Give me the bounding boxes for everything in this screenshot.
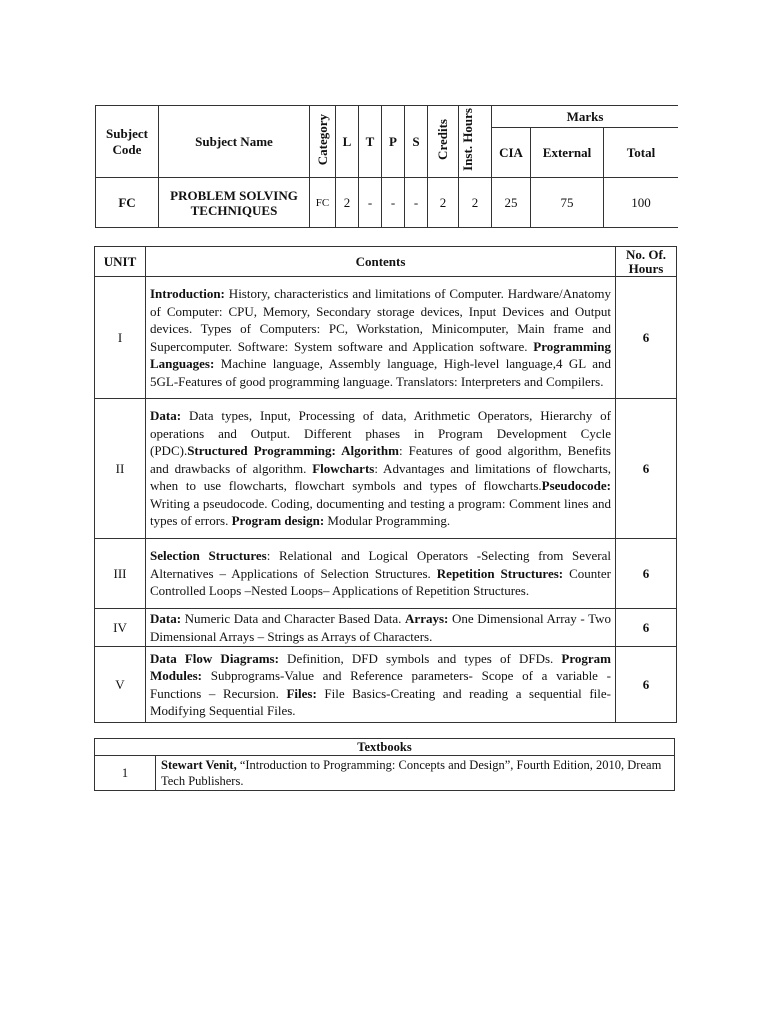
header-credits-text: Credits [435, 119, 450, 160]
header-unit: UNIT [95, 247, 146, 277]
header-p: P [382, 106, 405, 178]
unit-row [95, 399, 677, 539]
unit-number: II [95, 399, 146, 539]
bold-term: Introduction: [150, 286, 225, 301]
content-text: History, characteristics and limitations of Computer. Hardware/Anatomy of Computer: CPU, Memory, Secondary storage devices, Input Devices and Output devices. Types of Computers: PC, Workstation, Minicomputer, Main frame and Supercomputer. Software: System software and Application software. [150, 286, 611, 354]
unit-contents [146, 277, 616, 399]
unit-number: V [95, 647, 146, 723]
content-text: Definition, DFD symbols and types of DFDs. [278, 650, 562, 666]
bold-term: Flowcharts [312, 460, 375, 476]
header-hours: No. Of. Hours [616, 247, 677, 277]
unit-hours: 6 [616, 399, 677, 539]
header-subject-code: Subject Code [96, 106, 159, 178]
content-text: Modular Programming. [324, 513, 451, 529]
unit-row [95, 277, 677, 399]
content-text: Subprograms-Value and Reference parameters- Scope of a variable - Functions – Recursion. [150, 668, 611, 701]
textbooks-header: Textbooks [95, 739, 675, 756]
unit-number: IV [95, 609, 146, 647]
unit-contents [146, 539, 616, 609]
cell-subject-name: PROBLEM SOLVING TECHNIQUES [159, 178, 310, 228]
header-inst-hours-text: Inst. Hours [460, 108, 475, 171]
bold-term: Program design: [231, 513, 325, 529]
unit-row [95, 609, 677, 647]
header-contents: Contents [146, 247, 616, 277]
header-marks: Marks [492, 106, 679, 128]
textbook-number: 1 [95, 756, 156, 791]
cell-category: FC [310, 178, 336, 228]
bold-term: Program Modules: [150, 650, 611, 683]
content-text: File Basics-Creating and reading a sequential file- Modifying Sequential Files. [150, 685, 611, 718]
unit-hours: 6 [616, 609, 677, 647]
unit-number: III [95, 539, 146, 609]
bold-term: Structured Programming: Algorithm [187, 443, 399, 459]
cell-t: - [359, 178, 382, 228]
cell-subject-code: FC [96, 178, 159, 228]
textbook-author: Stewart Venit, [161, 758, 237, 772]
header-l: L [336, 106, 359, 178]
header-inst-hours [459, 106, 492, 178]
unit-contents [146, 609, 616, 647]
unit-hours: 6 [616, 539, 677, 609]
header-subject-name: Subject Name [159, 106, 310, 178]
textbook-row [95, 756, 675, 791]
bold-term: Selection Structures [150, 548, 267, 564]
content-text: : Relational and Logical Operators -Selecting from Several Alternatives – Applications of Selection Structures. [150, 548, 612, 581]
cell-cia: 25 [492, 178, 531, 228]
header-total: Total [604, 128, 679, 178]
subject-table [95, 105, 678, 228]
bold-term: Pseudocode: [541, 478, 611, 494]
bold-term: Arrays: [405, 611, 449, 626]
header-external: External [531, 128, 604, 178]
bold-term: Data: [150, 408, 182, 424]
content-text: Numeric Data and Character Based Data. [181, 611, 406, 626]
content-text: Data types, Input, Processing of data, Arithmetic Operators, Hierarchy of operations and Output. Different phases in Program Development Cycle (PDC). [150, 408, 611, 459]
unit-number: I [95, 277, 146, 399]
content-text: : Advantages and limitations of flowcharts, when to use flowcharts, flowchart symbols and types of flowcharts. [150, 460, 611, 494]
bold-term: Programming Languages: [150, 338, 611, 371]
content-text: Machine language, Assembly language, High-level language,4 GL and 5GL-Features of good programming language. Translators: Interpreters and Compilers. [150, 356, 611, 389]
cell-p: - [382, 178, 405, 228]
cell-credits: 2 [428, 178, 459, 228]
header-s: S [405, 106, 428, 178]
content-text: Writing a pseudocode. Coding, documenting and testing a program: Comment lines and types of errors. [150, 495, 611, 529]
unit-hours: 6 [616, 277, 677, 399]
content-text: Counter Controlled Loops –Nested Loops– Applications of Repetition Structures. [150, 565, 612, 599]
header-credits [428, 106, 459, 178]
textbooks-table [94, 738, 675, 791]
header-category-text: Category [314, 113, 330, 166]
header-cia: CIA [492, 128, 531, 178]
cell-l: 2 [336, 178, 359, 228]
unit-contents [146, 399, 616, 539]
textbook-reference [156, 756, 675, 791]
content-text: : Features of good algorithm, Benefits and drawbacks of algorithm. [150, 443, 611, 476]
textbook-title: “Introduction to Programming: Concepts and Design”, Fourth Edition, 2010, Dream Tech Publishers. [161, 758, 662, 788]
unit-hours: 6 [616, 647, 677, 723]
header-t: T [359, 106, 382, 178]
cell-inst-hours: 2 [459, 178, 492, 228]
cell-total: 100 [604, 178, 679, 228]
bold-term: Data Flow Diagrams: [150, 650, 279, 666]
header-category [310, 106, 336, 178]
bold-term: Repetition Structures: [436, 565, 564, 581]
unit-row [95, 647, 677, 723]
bold-term: Files: [286, 685, 317, 701]
content-text: One Dimensional Array - Two Dimensional Arrays – Strings as Arrays of Characters. [150, 611, 611, 644]
bold-term: Data: [150, 611, 182, 626]
cell-s: - [405, 178, 428, 228]
units-table [94, 246, 677, 723]
unit-contents [146, 647, 616, 723]
unit-row [95, 539, 677, 609]
cell-external: 75 [531, 178, 604, 228]
